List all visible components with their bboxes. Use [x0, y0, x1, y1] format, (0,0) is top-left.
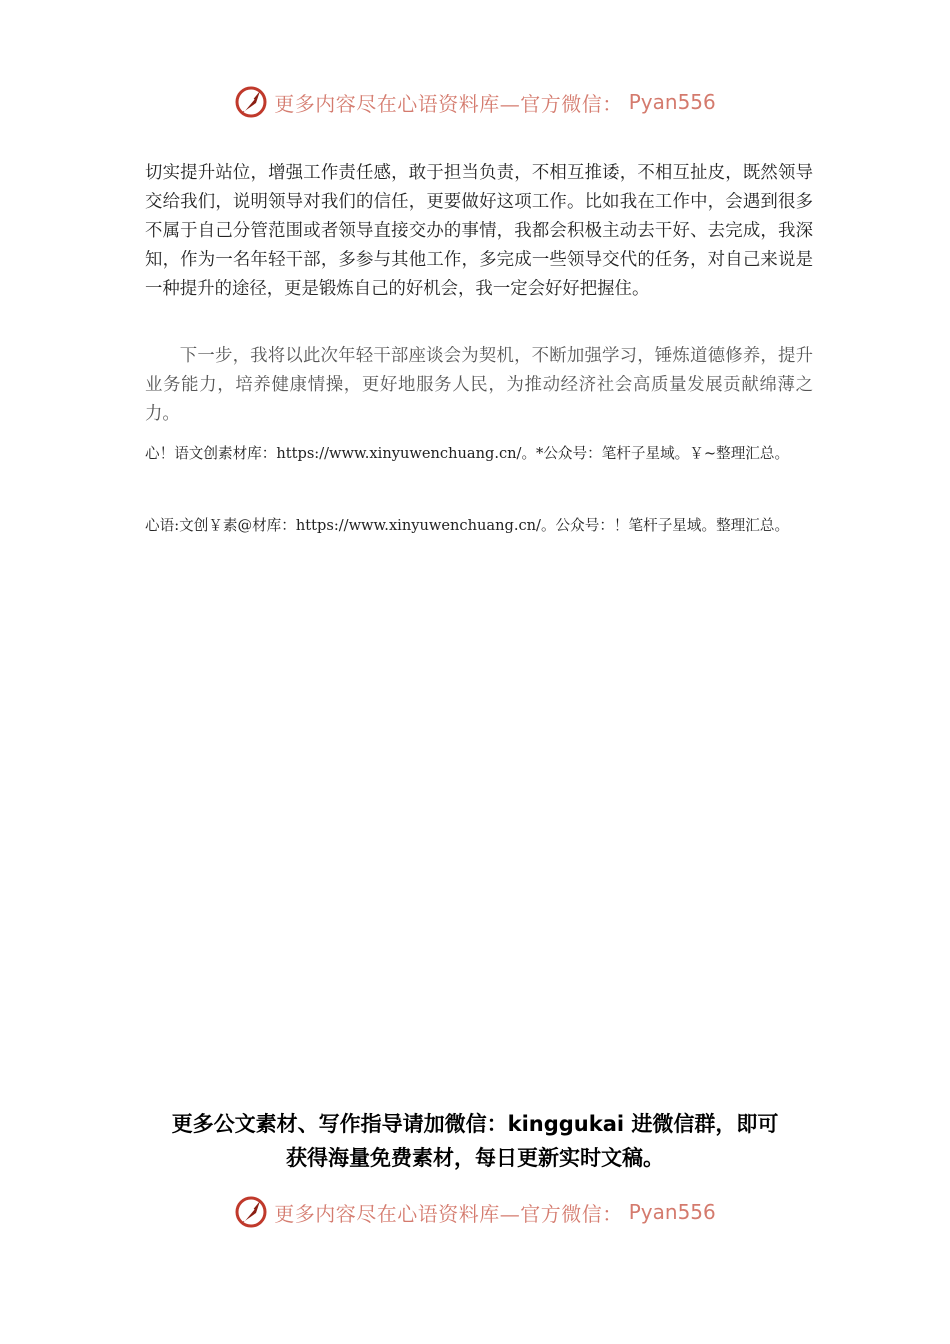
source-note-2: 心语:文创￥素@材库：https://www.xinyuwenchuang.cn/。公众号：！笔杆子星域。整理汇总。 — [145, 517, 790, 534]
footer-promo — [0, 1107, 950, 1175]
footer-banner — [0, 1190, 950, 1234]
footer-wechat-id: Pyan556 — [628, 1200, 716, 1224]
quill-pen-logo-icon — [234, 1195, 268, 1229]
quill-pen-logo-icon — [234, 85, 268, 119]
footer-banner-text: 更多内容尽在心语资料库—官方微信： — [274, 1201, 623, 1226]
source-note-1: 心！语文创素材库：https://www.xinyuwenchuang.cn/。*公众号：笔杆子星域。￥~整理汇总。 — [145, 445, 790, 462]
body-paragraph-2: 下一步，我将以此次年轻干部座谈会为契机，不断加强学习，锤炼道德修养，提升业务能力，培养健康情操，更好地服务人民，为推动经济社会高质量发展贡献绵薄之力。 — [145, 346, 813, 424]
body-paragraph-1: 切实提升站位，增强工作责任感，敢于担当负责，不相互推诿，不相互扯皮，既然领导交给我们，说明领导对我们的信任，更要做好这项工作。比如我在工作中，会遇到很多不属于自己分管范围或者领导直接交办的事情，我都会积极主动去干好、去完成，我深知，作为一名年轻干部，多参与其他工作，多完成一些领导交代的任务，对自己来说是一种提升的途径，更是锻炼自己的好机会，我一定会好好把握住。 — [145, 163, 813, 299]
footer-promo-line-2: 获得海量免费素材，每日更新实时文稿。 — [286, 1146, 664, 1170]
footer-promo-line-1: 更多公文素材、写作指导请加微信：kinggukai 进微信群，即可 — [171, 1112, 779, 1136]
header-banner-text: 更多内容尽在心语资料库—官方微信： — [274, 91, 623, 116]
header-banner — [0, 80, 950, 124]
header-wechat-id: Pyan556 — [628, 90, 716, 114]
